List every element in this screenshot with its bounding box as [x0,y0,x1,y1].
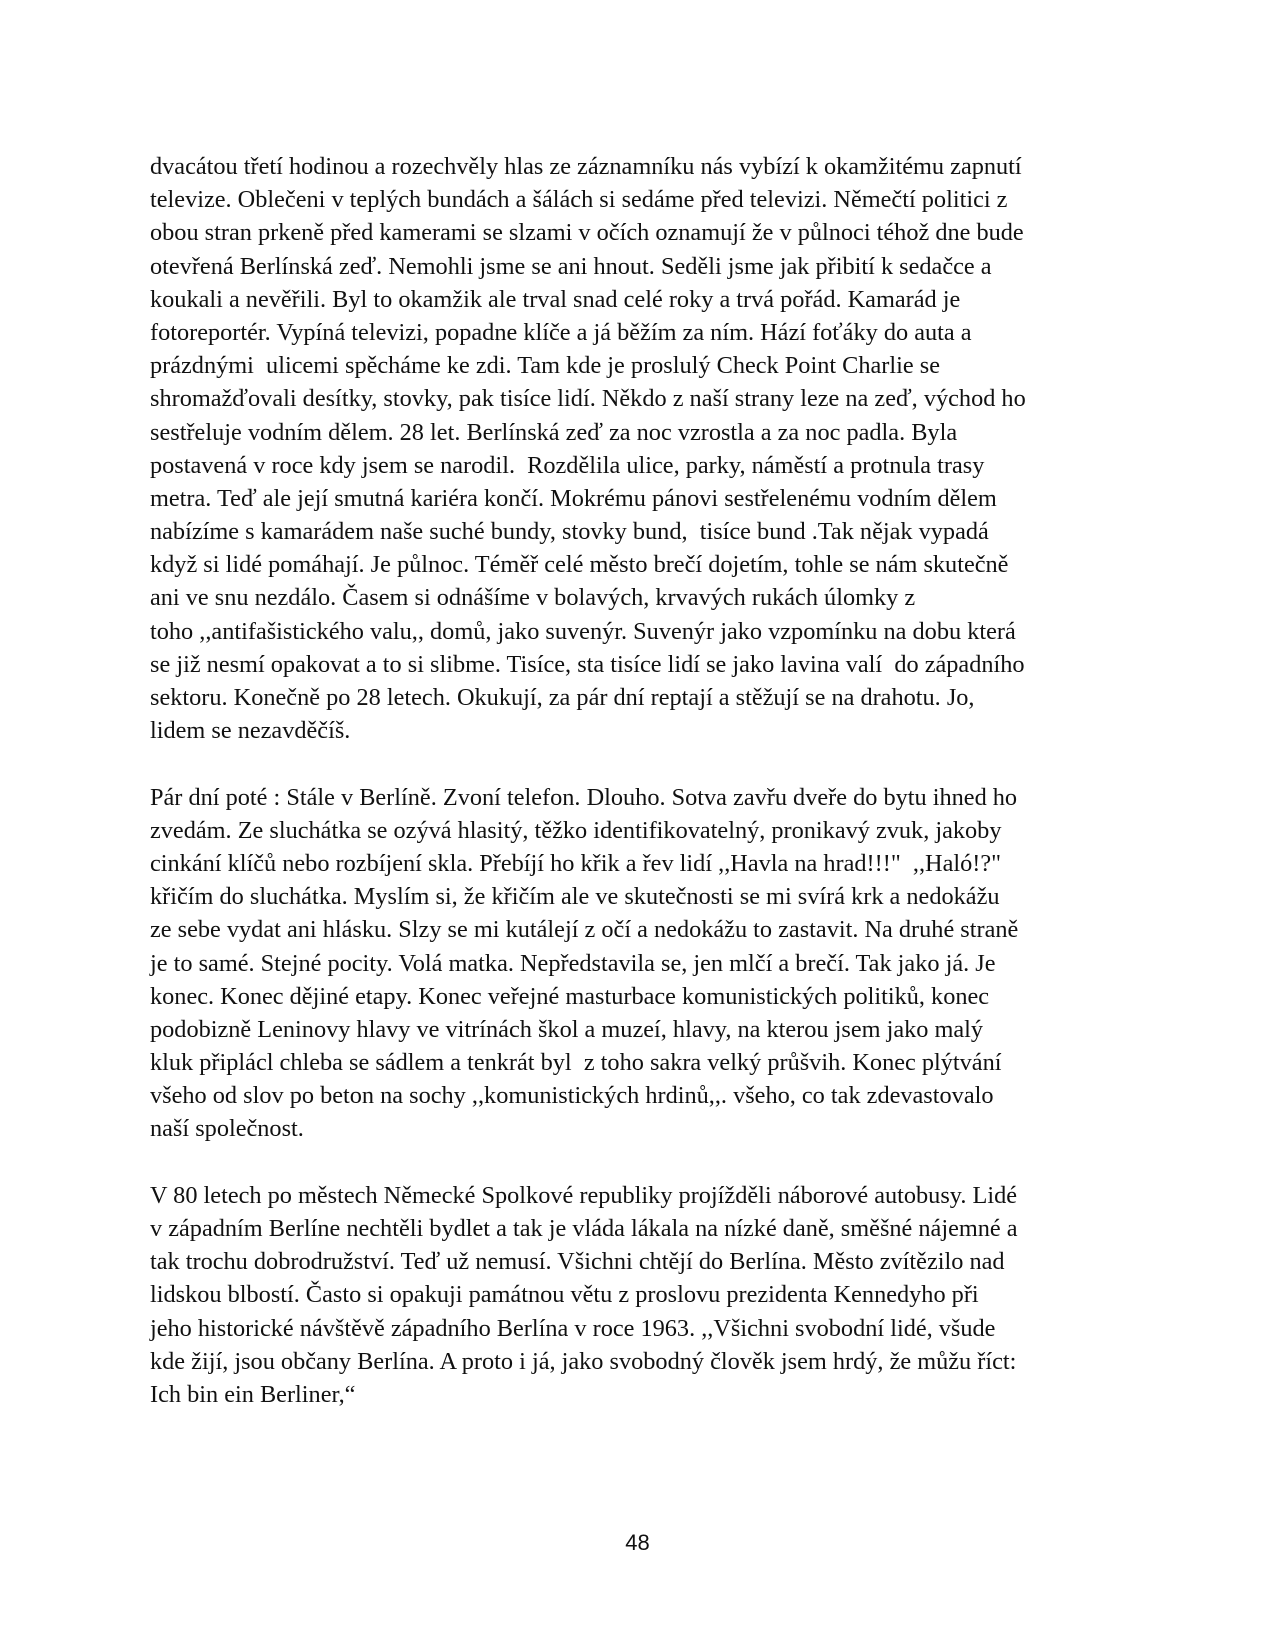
text-line: nabízíme s kamarádem naše suché bundy, stovky bund, tisíce bund .Tak nějak vypadá [150,518,989,546]
text-line: zvedám. Ze sluchátka se ozývá hlasitý, těžko identifikovatelný, pronikavý zvuk, jakoby [150,816,1002,844]
text-line: ze sebe vydat ani hlásku. Slzy se mi kutálejí z očí a nedokážu to zastavit. Na druhé straně [150,916,1019,944]
text-line: shromažďovali desítky, stovky, pak tisíce lidí. Někdo z naší strany leze na zeď, východ ho [150,385,1026,413]
text-line: když si lidé pomáhají. Je půlnoc. Téměř celé město brečí dojetím, tohle se nám skutečně [150,551,1009,579]
text-line: se již nesmí opakovat a to si slibme. Tisíce, sta tisíce lidí se jako lavina valí do západního [150,650,1025,678]
text-line: tak trochu dobrodružství. Teď už nemusí. Všichni chtějí do Berlína. Město zvítězilo nad [150,1248,1005,1276]
text-line: všeho od slov po beton na sochy ,,komunistických hrdinů,,. všeho, co tak zdevastovalo [150,1082,994,1110]
text-line: otevřená Berlínská zeď. Nemohli jsme se ani hnout. Seděli jsme jak přibití k sedačce a [150,252,992,280]
text-line: naší společnost. [150,1115,304,1143]
text-line: obou stran prkeně před kamerami se slzami v očích oznamují že v půlnoci téhož dne bude [150,219,1024,247]
text-line: sestřeluje vodním dělem. 28 let. Berlínská zeď za noc vzrostla a za noc padla. Byla [150,418,958,446]
text-line: V 80 letech po městech Německé Spolkové republiky projížděli náborové autobusy. Lidé [150,1181,1018,1209]
text-line: ani ve snu nezdálo. Časem si odnášíme v bolavých, krvavých rukách úlomky z [150,584,916,612]
text-line: v západním Berlíne nechtěli bydlet a tak je vláda lákala na nízké daně, směšné nájemné a [150,1215,1018,1242]
text-line: křičím do sluchátka. Myslím si, že křičím ale ve skutečnosti se mi svírá krk a nedokážu [150,883,1000,911]
body-text [150,150,1125,1411]
text-line: metra. Teď ale její smutná kariéra končí. Mokrému pánovi sestřelenému vodním dělem [150,484,997,512]
text-line: lidskou blbostí. Často si opakuji památnou větu z proslovu prezidenta Kennedyho při [150,1281,979,1309]
text-line: prázdnými ulicemi spěcháme ke zdi. Tam kde je proslulý Check Point Charlie se [150,352,940,380]
paragraph-2 [150,781,1125,1146]
text-line: kde žijí, jsou občany Berlína. A proto i já, jako svobodný člověk jsem hrdý, že můžu říct: [150,1347,1017,1375]
text-line: sektoru. Konečně po 28 letech. Okukují, za pár dní reptají a stěžují se na drahotu. Jo, [150,684,975,711]
text-line: toho ,,antifašistického valu,, domů, jako suvenýr. Suvenýr jako vzpomínku na dobu která [150,617,1016,645]
paragraph-gap [150,747,1125,780]
text-line: dvacátou třetí hodinou a rozechvěly hlas ze záznamníku nás vybízí k okamžitému zapnutí [150,153,1022,180]
text-line: Pár dní poté : Stále v Berlíně. Zvoní telefon. Dlouho. Sotva zavřu dveře do bytu ihned ho [150,783,1018,811]
paragraph-gap [150,1146,1125,1179]
text-line: jeho historické návštěvě západního Berlína v roce 1963. ,,Všichni svobodní lidé, všude [150,1314,996,1342]
text-line: podobizně Leninovy hlavy ve vitrínách škol a muzeí, hlavy, na kterou jsem jako malý [150,1015,984,1043]
text-line: cinkání klíčů nebo rozbíjení skla. Přebíjí ho křik a řev lidí ,,Havla na hrad!!!" ,,Haló!?" [150,849,1002,877]
text-line: je to samé. Stejné pocity. Volá matka. Nepředstavila se, jen mlčí a brečí. Tak jako já. Je [150,949,996,977]
text-line: televize. Oblečeni v teplých bundách a šálách si sedáme před televizi. Němečtí politici z [150,186,1008,214]
text-line: lidem se nezavděčíš. [150,717,351,745]
paragraph-1 [150,150,1125,747]
text-line: koukali a nevěřili. Byl to okamžik ale trval snad celé roky a trvá pořád. Kamarád je [150,285,961,313]
text-line: Ich bin ein Berliner,“ [150,1380,356,1408]
text-line: postavená v roce kdy jsem se narodil. Rozdělila ulice, parky, náměstí a protnula trasy [150,451,985,479]
text-line: konec. Konec dějiné etapy. Konec veřejné masturbace komunistických politiků, konec [150,982,990,1010]
page-number: 48 [625,1530,650,1555]
text-line: kluk připlácl chleba se sádlem a tenkrát byl z toho sakra velký průšvih. Konec plýtvání [150,1049,1002,1077]
text-line: fotoreportér. Vypíná televizi, popadne klíče a já běžím za ním. Hází foťáky do auta a [150,318,972,346]
paragraph-3 [150,1179,1125,1411]
